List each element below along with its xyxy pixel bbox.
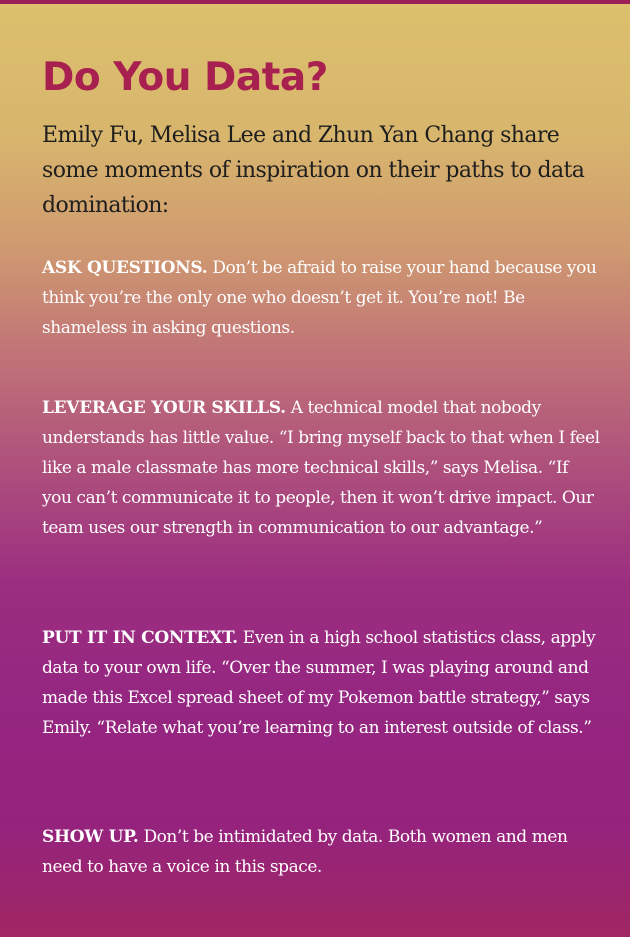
tip-heading: ASK QUESTIONS. [42, 258, 208, 278]
tip-leverage-skills [42, 393, 602, 543]
tip-heading: PUT IT IN CONTEXT. [42, 628, 238, 648]
tip-body: Don’t be intimidated by data. Both women and men need to have a voice in this space. [42, 827, 568, 877]
tip-body: Don’t be afraid to raise your hand because you think you’re the only one who doesn’t get it. You’re not! Be shameless in asking questions. [42, 258, 597, 338]
tip-body: Even in a high school statistics class, apply data to your own life. “Over the summer, I was playing around and made this Excel spread sheet of my Pokemon battle strategy,” says Emily. “Relate what you’re learning to an interest outside of class.” [42, 628, 596, 738]
tip-heading: SHOW UP. [42, 827, 139, 847]
card-title: Do You Data? [42, 55, 328, 100]
tip-show-up [42, 822, 602, 882]
tip-put-in-context [42, 623, 602, 743]
intro-paragraph: Emily Fu, Melisa Lee and Zhun Yan Chang share some moments of inspiration on their paths to data domination: [42, 123, 585, 218]
tip-body: A technical model that nobody understands has little value. “I bring myself back to that when I feel like a male classmate has more technical skills,” says Melisa. “If you can’t communicate it to people, then it won’t drive impact. Our team uses our strength in communication to our advantage.” [42, 398, 600, 538]
tip-heading: LEVERAGE YOUR SKILLS. [42, 398, 286, 418]
tip-ask-questions [42, 253, 602, 343]
